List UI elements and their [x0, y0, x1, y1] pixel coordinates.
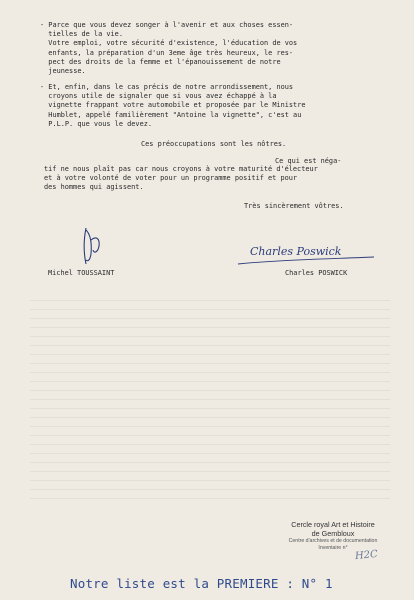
bleed-through [30, 300, 390, 500]
stamp-line-1: Cercle royal Art et Histoire [291, 520, 375, 529]
signatory-left: Michel TOUSSAINT [48, 269, 115, 277]
conclusion-paragraph: tif ne nous plaît pas car nous croyons à votre maturité d'électeur et à votre volonté de voter pour un programme positif et pour des hommes qui agissent. [44, 165, 318, 192]
conclusion-first-line: Ce qui est néga- [275, 157, 342, 165]
signature-poswick-text: Charles Poswick [250, 245, 342, 258]
stamp-line-4: Inventaire n° [318, 545, 348, 551]
paragraph-vignette: - Et, enfin, dans le cas précis de notre arrondissement, nous croyons utile de signaler que si vous avez échappé à la vignette frappant votre automobile et proposée par le Ministre Humblet, appelé familièrement "Antoine la vignette", c'est au P.L.P. que vous le devez. [40, 83, 306, 128]
signatory-right: Charles POSWICK [285, 269, 348, 277]
stamp-line-2: de Gembloux [311, 529, 355, 538]
archive-stamp [275, 520, 391, 552]
footer-list-number: Notre liste est la PREMIERE : N° 1 [70, 576, 333, 591]
closing-salutation: Très sincèrement vôtres. [244, 202, 344, 210]
stamp-line-3: Centre d'archives et de documentation [288, 538, 378, 544]
paragraph-future: - Parce que vous devez songer à l'avenir et aux choses essen- tielles de la vie. Votre emploi, votre sécurité d'existence, l'éducation de vos enfants, la préparation d'un 3eme âge très heureux, le res- pect des droits de la femme et l'épanouissement de notre jeunesse. [40, 21, 298, 76]
signature-toussaint [74, 220, 114, 270]
handwritten-inventory-note: H2C [354, 548, 379, 563]
signature-poswick [236, 240, 376, 268]
concerns-line: Ces préoccupations sont les nôtres. [141, 140, 287, 148]
